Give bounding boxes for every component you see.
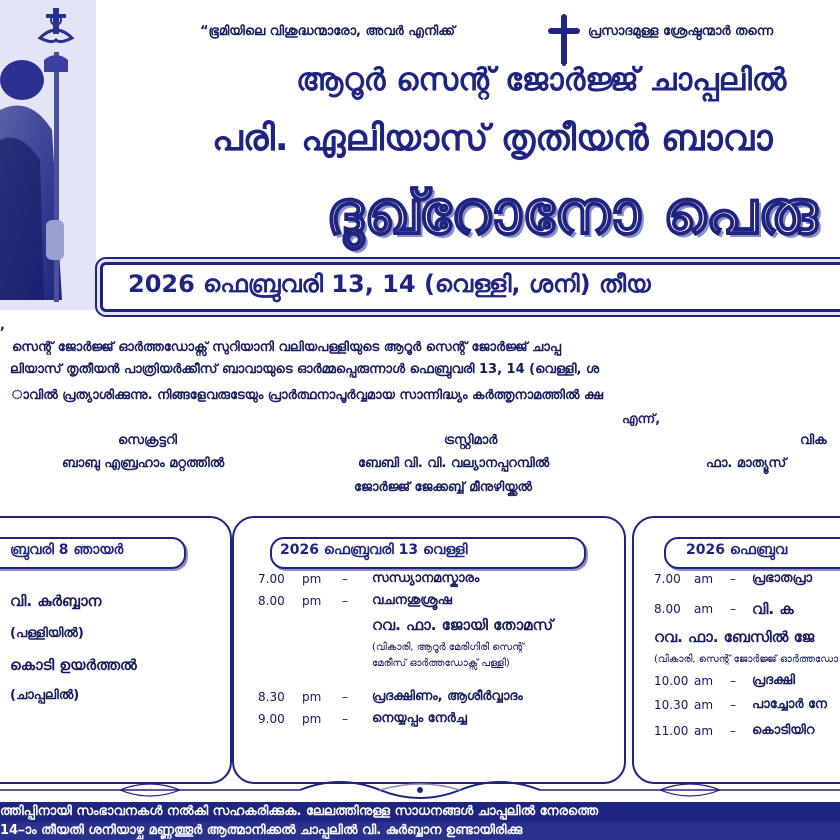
letter-line-2: ലിയാസ് തൃതീയൻ പാത്രിയർക്കീസ് ബാവായുടെ ഓർമ്മപ്പെരുന്നാൾ ഫെബ്രുവരി 13, 14 (വെള്ളി, ശ	[10, 362, 600, 377]
day2-ampm: pm	[302, 712, 322, 726]
letter-line-3: ാവിൽ പ്രത്യാശിക്കുന്നു. നിങ്ങളേവരുടേയും പ്രാർത്ഥനാപൂർവ്വമായ സാന്നിദ്ധ്യം കർത്തൃനാമത്തിൽ ക്ഷ	[12, 388, 604, 403]
day2-time: 8.00	[258, 594, 285, 608]
day3-ampm: am	[694, 724, 714, 738]
letter-closing: എന്ന്,	[622, 412, 661, 427]
day3-item: പ്രദക്ഷി	[752, 673, 795, 688]
day3-item: വി. ക	[752, 600, 794, 618]
day1-item: (ചാപ്പലിൽ)	[10, 688, 80, 703]
title-chapel: ആറൂർ സെന്റ് ജോർജ്ജ് ചാപ്പലിൽ	[296, 62, 787, 98]
role-trustees: ട്രസ്റ്റിമാർ	[444, 433, 498, 448]
salutation: ,	[0, 318, 5, 333]
day2-dash: –	[342, 690, 348, 704]
day2-item: പ്രദക്ഷിണം, ആശീർവ്വാദം	[372, 689, 523, 704]
day3-speaker: റവ. ഫാ. ബേസിൽ ജേ	[654, 628, 815, 646]
day2-time: 8.30	[258, 690, 285, 704]
day2-speaker: റവ. ഫാ. ജോയി തോമസ്	[372, 616, 554, 634]
name-trustee-1: ബേബി വി. വി. വല്യാനപ്പറമ്പിൽ	[358, 456, 550, 471]
role-secretary: സെക്രട്ടറി	[118, 433, 177, 448]
name-vicar: ഫാ. മാത്യൂസ്	[706, 456, 787, 471]
day3-ampm: am	[694, 602, 714, 616]
day3-dash: –	[730, 602, 736, 616]
day1-heading: ബ്രുവരി 8 ഞായർ	[10, 542, 124, 558]
name-trustee-2: ജോർജ്ജ് ജേക്കബ്ബ് മീനുഴിയ്ക്കൽ	[354, 480, 532, 495]
day2-dash: –	[342, 594, 348, 608]
role-vicar: വിക	[800, 433, 827, 448]
name-secretary: ബാബു എബ്രഹാം മറ്റത്തിൽ	[62, 456, 225, 471]
day2-dash: –	[342, 712, 348, 726]
day3-time: 10.00	[654, 674, 689, 688]
day3-dash: –	[730, 572, 736, 586]
day1-item: (പള്ളിയിൽ)	[10, 626, 84, 641]
title-patriarch: പരി. ഏലിയാസ് തൃതീയൻ ബാവാ	[212, 118, 773, 159]
day3-item: കൊടിയിറ	[752, 723, 815, 738]
day3-item: പ്രഭാതപ്രാ	[752, 571, 813, 586]
day2-item: സന്ധ്യാനമസ്കാരം	[372, 571, 480, 586]
day3-heading: 2026 ഫെബ്രുവ	[686, 542, 788, 558]
date-band-text: 2026 ഫെബ്രുവരി 13, 14 (വെള്ളി, ശനി) തീയ	[128, 270, 651, 298]
day3-dash: –	[730, 698, 736, 712]
footer-line-2: 14–ാം തീയതി ശനിയാഴ്ച മണ്ണത്തൂർ ആത്മാനിക്കൽ ചാപ്പലിൽ വി. കുർബ്ബാന ഉണ്ടായിരിക്കു	[0, 823, 523, 838]
title-feast: ദുഖ്റോനോ പെരു	[326, 178, 819, 248]
day2-speaker-note: (വികാരി, ആറൂർ മേരിഗിരി സെന്റ്	[372, 642, 524, 653]
day3-time: 8.00	[654, 602, 681, 616]
day2-heading: 2026 ഫെബ്രുവരി 13 വെള്ളി	[280, 542, 468, 558]
day3-item: പാച്ചോർ നേ	[752, 697, 827, 712]
day3-dash: –	[730, 674, 736, 688]
day3-time: 10.30	[654, 698, 689, 712]
day2-speaker-note: മേരീസ് ഓർത്തഡോക്സ് പള്ളി)	[372, 658, 510, 669]
bishop-portrait	[0, 0, 96, 310]
day1-item: വി. കുർബ്ബാന	[10, 592, 102, 610]
day3-ampm: am	[694, 572, 714, 586]
scripture-quote-end: പ്രസാദമുള്ള ശ്രേഷ്ഠന്മാർ തന്നെ	[588, 24, 774, 39]
day3-speaker-note: (വികാരി, സെന്റ് ജോർജ്ജ് ഓർത്തഡോ	[654, 654, 839, 665]
letter-line-1: സെന്റ് ജോർജ്ജ് ഓർത്തഡോക്സ് സുറിയാനി വലിയപള്ളിയുടെ ആറൂർ സെന്റ് ജോർജ്ജ് ചാപ്പ	[12, 340, 561, 355]
day2-ampm: pm	[302, 572, 322, 586]
day3-ampm: am	[694, 698, 714, 712]
day2-ampm: pm	[302, 594, 322, 608]
day2-time: 7.00	[258, 572, 285, 586]
day3-time: 7.00	[654, 572, 681, 586]
day1-item: കൊടി ഉയർത്തൽ	[10, 656, 137, 674]
day2-item: വചനശുശ്രൂഷ	[372, 593, 452, 608]
day3-dash: –	[730, 724, 736, 738]
day2-ampm: pm	[302, 690, 322, 704]
day2-dash: –	[342, 572, 348, 586]
footer-line-1: ത്തിപ്പിനായി സംഭാവനകൾ നൽകി സഹകരിക്കുക. ലേലത്തിനുള്ള സാധനങ്ങൾ ചാപ്പലിൽ നേരത്തെ	[0, 804, 599, 819]
day2-item: നെയ്യപ്പം നേർച്ച	[372, 711, 467, 726]
day3-time: 11.00	[654, 724, 689, 738]
scripture-quote: “ഭൂമിയിലെ വിശുദ്ധന്മാരോ, അവർ എനിക്ക്	[200, 24, 455, 39]
cross-icon	[548, 14, 580, 66]
day3-ampm: am	[694, 674, 714, 688]
day2-time: 9.00	[258, 712, 285, 726]
